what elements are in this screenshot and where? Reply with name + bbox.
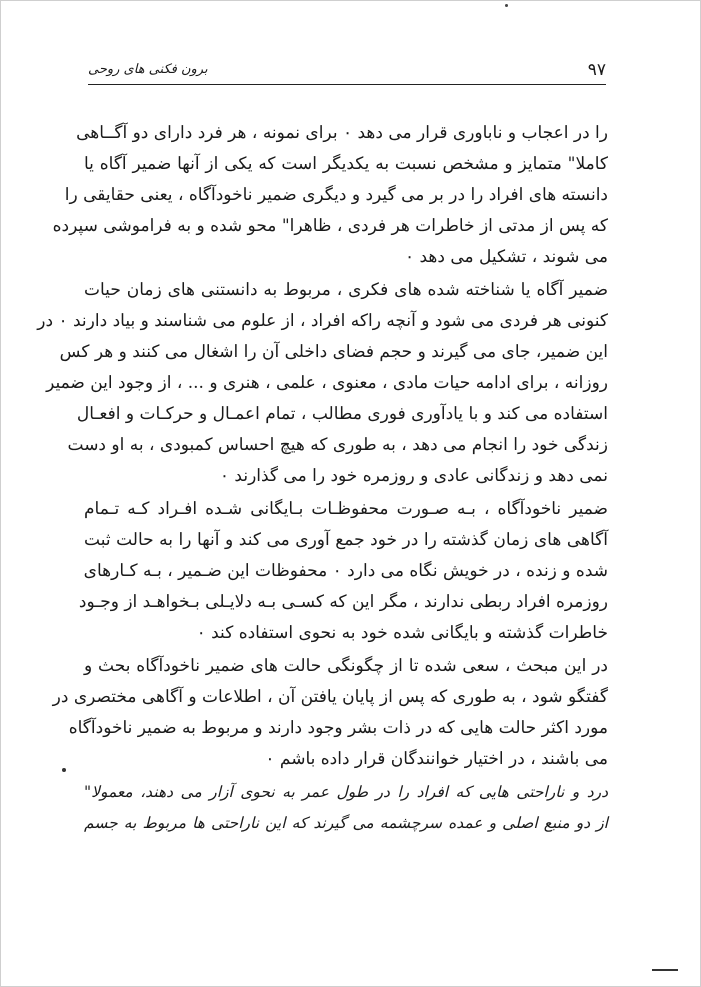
margin-dot xyxy=(62,768,66,772)
text-line: گفتگو شود ، به طوری که پس از پایان یافتن آن ، اطلاعات و آگاهی مختصری در xyxy=(52,687,608,707)
text-line: دانسته های افراد را در بر می گیرد و دیگری ضمیر ناخودآگاه ، یعنی حقایقی را xyxy=(64,185,608,205)
scan-speck xyxy=(505,4,508,7)
text-line: روزانه ، برای ادامه حیات مادی ، معنوی ، علمی ، هنری و ... ، از وجود این ضمیر xyxy=(46,373,608,393)
text-line: استفاده می کند و با یادآوری فوری مطالب ، تمام اعمـال و حرکـات و افعـال xyxy=(76,404,608,424)
text-line: ضمیر آگاه یا شناخته شده های فکری ، مربوط به دانستنی های زمان حیات xyxy=(84,280,608,300)
text-line: روزمره افراد ربطی ندارند ، مگر این که کسـی بـه دلایـلی بـخواهـد از وجـود xyxy=(78,592,608,612)
text-line: در این مبحث ، سعی شده تا از چگونگی حالت های ضمیر ناخودآگاه بحث و xyxy=(84,656,608,676)
running-head: برون فکنی های روحی xyxy=(88,62,208,77)
text-line: ضمیر ناخودآگاه ، بـه صـورت محفوظـات بـایگانی شـده افـراد کـه تـمام xyxy=(84,499,608,519)
page-number: ۹۷ xyxy=(587,60,606,80)
header-rule xyxy=(88,84,606,85)
text-line: کاملا" متمایز و مشخص نسبت به یکدیگر است که یکی از آنها ضمیر آگاه یا xyxy=(84,154,608,174)
text-line: خاطرات گذشته و بایگانی شده خود به نحوی استفاده کند ۰ xyxy=(196,623,608,643)
text-line: از دو منبع اصلی و عمده سرچشمه می گیرند که این ناراحتی ها مربوط به جسم xyxy=(84,814,608,832)
text-line: کنونی هر فردی می شود و آنچه راکه افراد ، از علوم می شناسند و بیاد دارند ۰ در xyxy=(37,311,608,331)
bottom-rule-mark xyxy=(652,969,678,971)
text-line: می شوند ، تشکیل می دهد ۰ xyxy=(404,247,608,267)
text-line: این ضمیر، جای می گیرند و حجم فضای داخلی آن را اشغال می کنند و هر کس xyxy=(59,342,608,362)
page-header xyxy=(88,58,606,84)
text-line: آگاهی های زمان گذشته را در خود جمع آوری می کند و آنها را به حالت ثبت xyxy=(84,530,608,550)
text-line: را در اعجاب و ناباوری قرار می دهد ۰ برای نمونه ، هر فرد دارای دو آگــاهی xyxy=(76,123,608,143)
text-line: می باشند ، در اختیار خوانندگان قرار داده باشم ۰ xyxy=(265,749,608,769)
text-line: درد و ناراحتی هایی که افراد را در طول عمر به نحوی آزار می دهند، معمولا" xyxy=(84,783,608,801)
text-line: که پس از مدتی از خاطرات هر فردی ، ظاهرا" محو شده و به فراموشی سپرده xyxy=(52,216,608,236)
text-line: شده و زنده ، در خویش نگاه می دارد ۰ محفوظات این ضـمیر ، بـه کـارهای xyxy=(83,561,608,581)
text-line: زندگی خود را انجام می دهد ، به طوری که هیچ احساس کمبودی ، به او دست xyxy=(67,435,608,455)
text-line: نمی دهد و زندگانی عادی و روزمره خود را می گذارند ۰ xyxy=(219,466,608,486)
body-text xyxy=(37,118,608,839)
text-line: مورد اکثر حالت هایی که در ذات بشر وجود دارند و مربوط به ضمیر ناخودآگاه xyxy=(68,718,608,738)
